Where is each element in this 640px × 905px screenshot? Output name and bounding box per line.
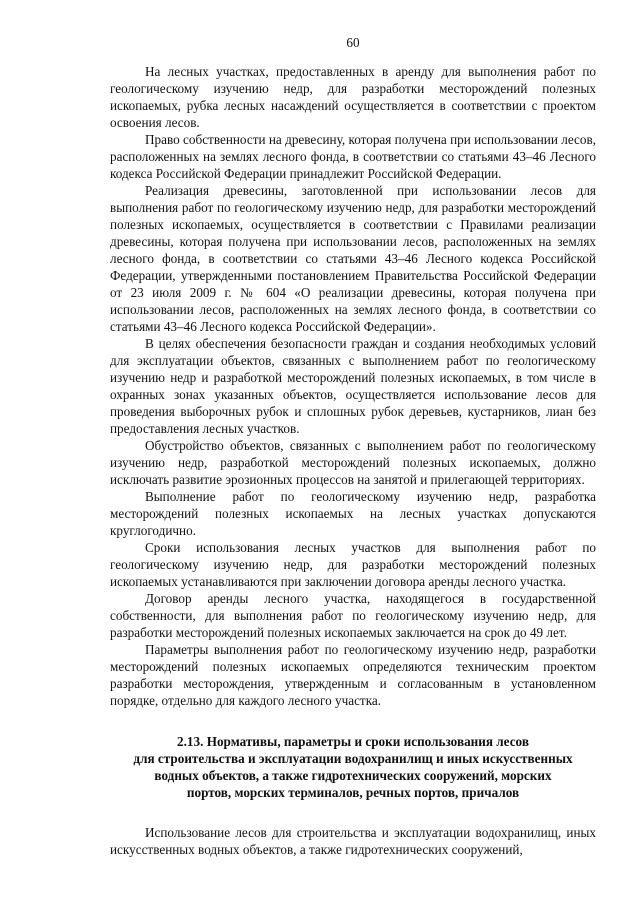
body-paragraph: Использование лесов для строительства и эксплуатации водохранилищ, иных искусственных водных объектов, а также гидротехнических сооружений, [110,825,596,857]
body-paragraph: На лесных участках, предоставленных в аренду для выполнения работ по геологическому изучению недр, для разработки месторождений полезных ископаемых, рубка лесных насаждений осуществляется в соответствии с проектом освоения лесов. [110,64,596,130]
body-paragraph: Реализация древесины, заготовленной при использовании лесов для выполнения работ по геологическому изучению недр, для разработки месторождений полезных ископаемых, осуществляется в соответствии с Правилами реализации древесины, которая получена при использовании лесов, расположенных на землях лесного фонда, в соответствии со статьями 43–46 Лесного кодекса Российской Федерации, утвержденными постановлением Правительства Российской Федерации от 23 июля 2009 г. № 604 «О реализации древесины, которая получена при использовании лесов, расположенных на землях лесного фонда, в соответствии со статьями 43–46 Лесного кодекса Российской Федерации». [110,183,596,334]
section-heading [110,733,596,801]
body-paragraph: Договор аренды лесного участка, находящегося в государственной собственности, для выполнения работ по геологическому изучению недр, для разработки месторождений полезных ископаемых заключается на срок до 49 лет. [110,591,596,640]
body-paragraph: Выполнение работ по геологическому изучению недр, разработка месторождений полезных ископаемых на лесных участках допускаются круглогодично. [110,489,596,538]
body-paragraph: В целях обеспечения безопасности граждан и создания необходимых условий для эксплуатации объектов, связанных с выполнением работ по геологическому изучению недр и разработкой месторождений полезных ископаемых, в том числе в охранных зонах указанных объектов, осуществляется использование лесов для проведения выборочных рубок и сплошных рубок деревьев, кустарников, лиан без предоставления лесных участков. [110,336,596,436]
body-paragraph: Право собственности на древесину, которая получена при использовании лесов, расположенных на землях лесного фонда, в соответствии со статьями 43–46 Лесного кодекса Российской Федерации принадлежит Российской Федерации. [110,132,596,181]
body-paragraph: Сроки использования лесных участков для выполнения работ по геологическому изучению недр, для разработки месторождений полезных ископаемых устанавливаются при заключении договора аренды лесного участка. [110,540,596,589]
body-paragraph: Параметры выполнения работ по геологическому изучению недр, разработки месторождений полезных ископаемых определяются техническим проектом разработки месторождения, утвержденным и согласованным в установленном порядке, отдельно для каждого лесного участка. [110,642,596,708]
page-number: 60 [346,35,360,50]
document-page [110,34,596,858]
section-heading-line: 2.13. Нормативы, параметры и сроки использования лесов [177,734,529,749]
section-heading-line: портов, морских терминалов, речных портов, причалов [186,785,520,800]
section-heading-line: для строительства и эксплуатации водохранилищ и иных искусственных [133,751,573,766]
body-paragraph: Обустройство объектов, связанных с выполнением работ по геологическому изучению недр, разработкой месторождений полезных ископаемых, должно исключать развитие эрозионных процессов на занятой и прилегающей территориях. [110,438,596,487]
section-heading-line: водных объектов, а также гидротехнических сооружений, морских [154,768,552,783]
